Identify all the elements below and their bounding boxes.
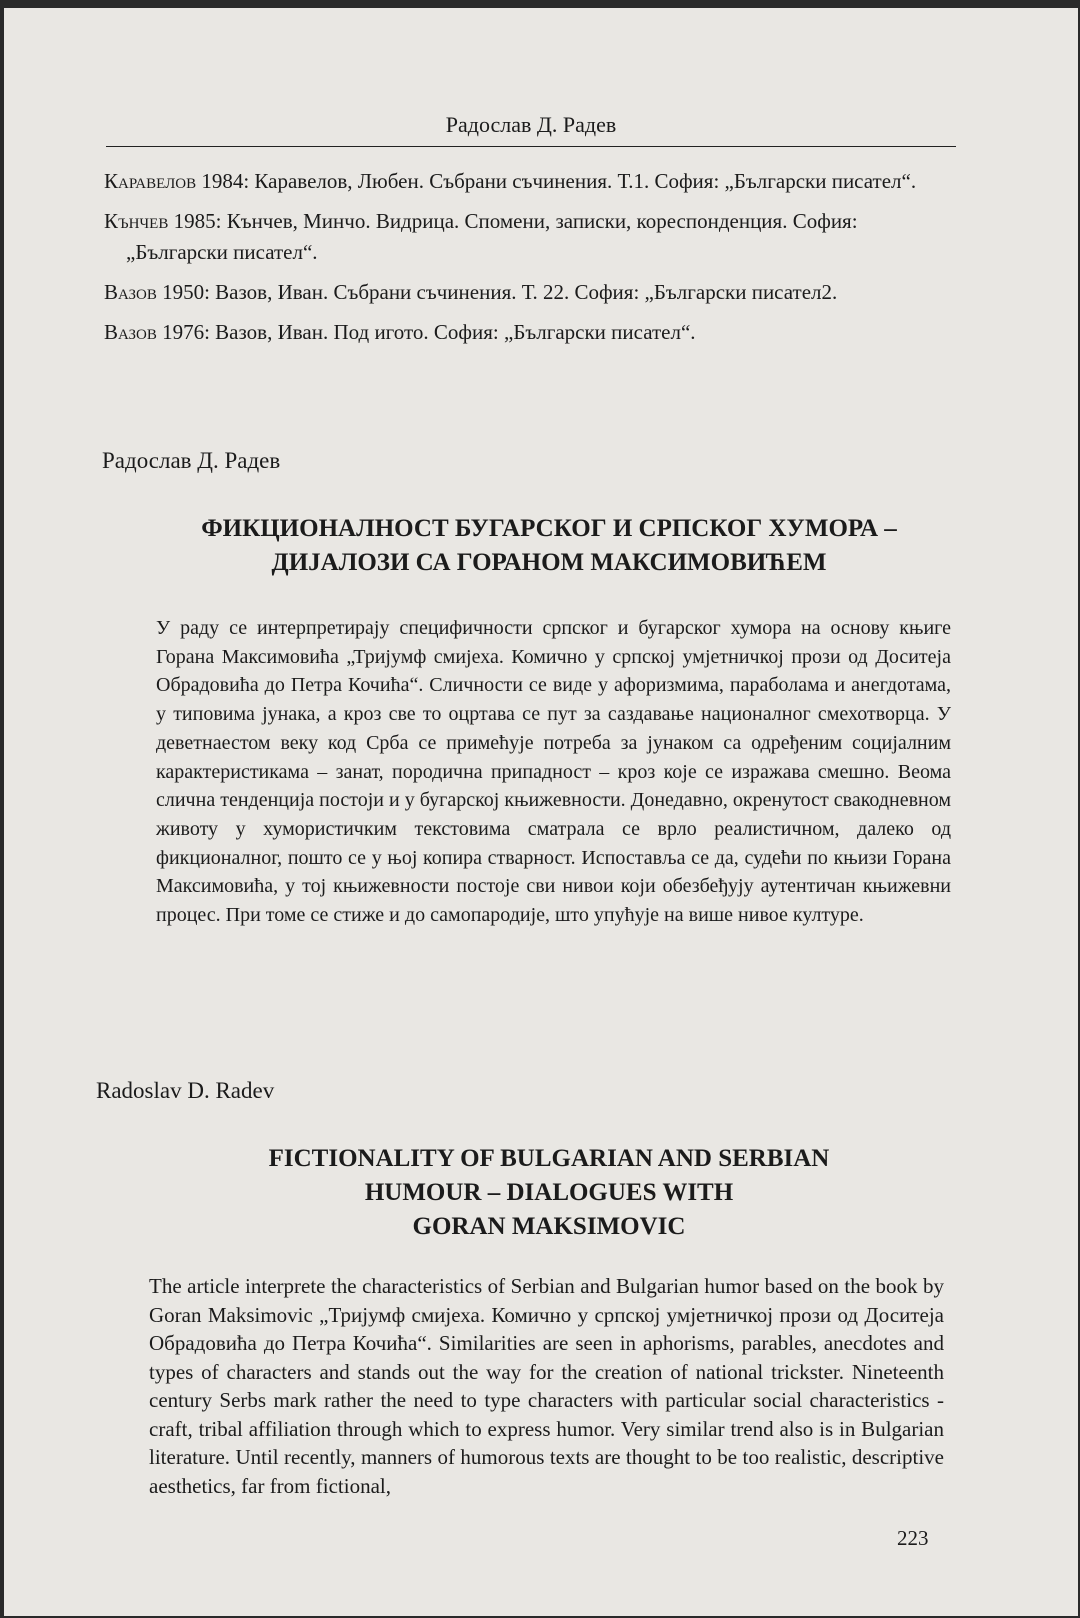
reference-text: Каравелов, Любен. Събрани съчинения. Т.1. София: „Български писател“. (249, 169, 917, 193)
english-author: Radoslav D. Radev (96, 1078, 275, 1103)
reference-year: 1985: (173, 209, 222, 233)
english-title (134, 1142, 964, 1244)
english-title-line: FICTIONALITY OF BULGARIAN AND SERBIAN (268, 1145, 830, 1172)
serbian-title-line: ФИКЦИОНАЛНОСТ БУГАРСКОГ И СРПСКОГ ХУМОРА – (201, 515, 897, 542)
serbian-title-line: ДИЈАЛОЗИ СА ГОРАНОМ МАКСИМОВИЋЕМ (271, 549, 827, 576)
reference-key: Кънчев (104, 209, 169, 233)
journal-page (4, 8, 1078, 1616)
english-title-line: HUMOUR – DIALOGUES WITH (364, 1179, 734, 1206)
english-abstract: The article interprete the characteristics of Serbian and Bulgarian humor based on the book by Goran Maksimovic „Тријумф смијеха. Комично у српској умјетничкој прози од Доситеја Обрадовића до Петра Кочића“. Similarities are seen in aphorisms, parables, anecdotes and types of characters and stands out the way for the creation of national trickster. Nineteenth century Serbs mark rather the need to type characters with particular social characteristics - craft, tribal affiliation through which to express humor. Very similar trend also is in Bulgarian literature. Until recently, manners of humorous texts are thought to be too realistic, descriptive aesthetics, far from fictional, (149, 1274, 944, 1498)
reference-text: Кънчев, Минчо. Видрица. Спомени, записки, кореспонденция. София: „Български писател“. (126, 209, 858, 264)
english-title-line: GORAN MAKSIMOVIC (412, 1213, 686, 1240)
reference-year: 1950: (162, 280, 210, 304)
serbian-abstract: У раду се интерпретирају специфичности српског и бугарског хумора на основу књиге Горана Максимовића „Тријумф смијеха. Комично у српској умјетничкој прози од Доситеја Обрадовића до Петра Кочића“. Сличности се виде у афоризмима, параболама и анегдотама, у типовима јунака, а кроз све то оцртава се пут за саздавање националног смехотворца. У деветнаестом веку код Срба се примећује потреба за јунаком са одређеним социјалним карактеристикама – занат, породична припадност – кроз које се изражава смешно. Веома слична тенденција постоји и у бугарској књижевности. Донедавно, окренутост свакодневном животу у хумористичким текстовима сматрала се врло реалистичном, далеко од фикционалног, пошто се у њој копира стварност. Испоставља се да, судећи по књизи Горана Максимовића, у тој књижевности постоје сви нивои који обезбеђују аутентичан књижевни процес. При томе се стиже и до самопародије, што упућује на више нивое културе. (156, 617, 951, 927)
reference-year: 1976: (162, 320, 210, 344)
serbian-title (134, 512, 964, 580)
reference-key: Каравелов (104, 169, 197, 193)
reference-text: Вазов, Иван. Събрани съчинения. Т. 22. София: „Български писател2. (209, 280, 838, 304)
reference-item (104, 166, 959, 197)
reference-key: Вазов (104, 320, 157, 344)
running-head: Радослав Д. Радев (106, 112, 956, 147)
page-number: 223 (897, 1526, 929, 1550)
reference-item (104, 206, 959, 268)
reference-item (104, 277, 959, 308)
serbian-author: Радослав Д. Радев (102, 448, 281, 473)
reference-text: Вазов, Иван. Под игото. София: „Български писател“. (209, 320, 696, 344)
reference-list (104, 166, 959, 357)
reference-key: Вазов (104, 280, 157, 304)
reference-year: 1984: (201, 169, 250, 193)
reference-item (104, 317, 959, 348)
